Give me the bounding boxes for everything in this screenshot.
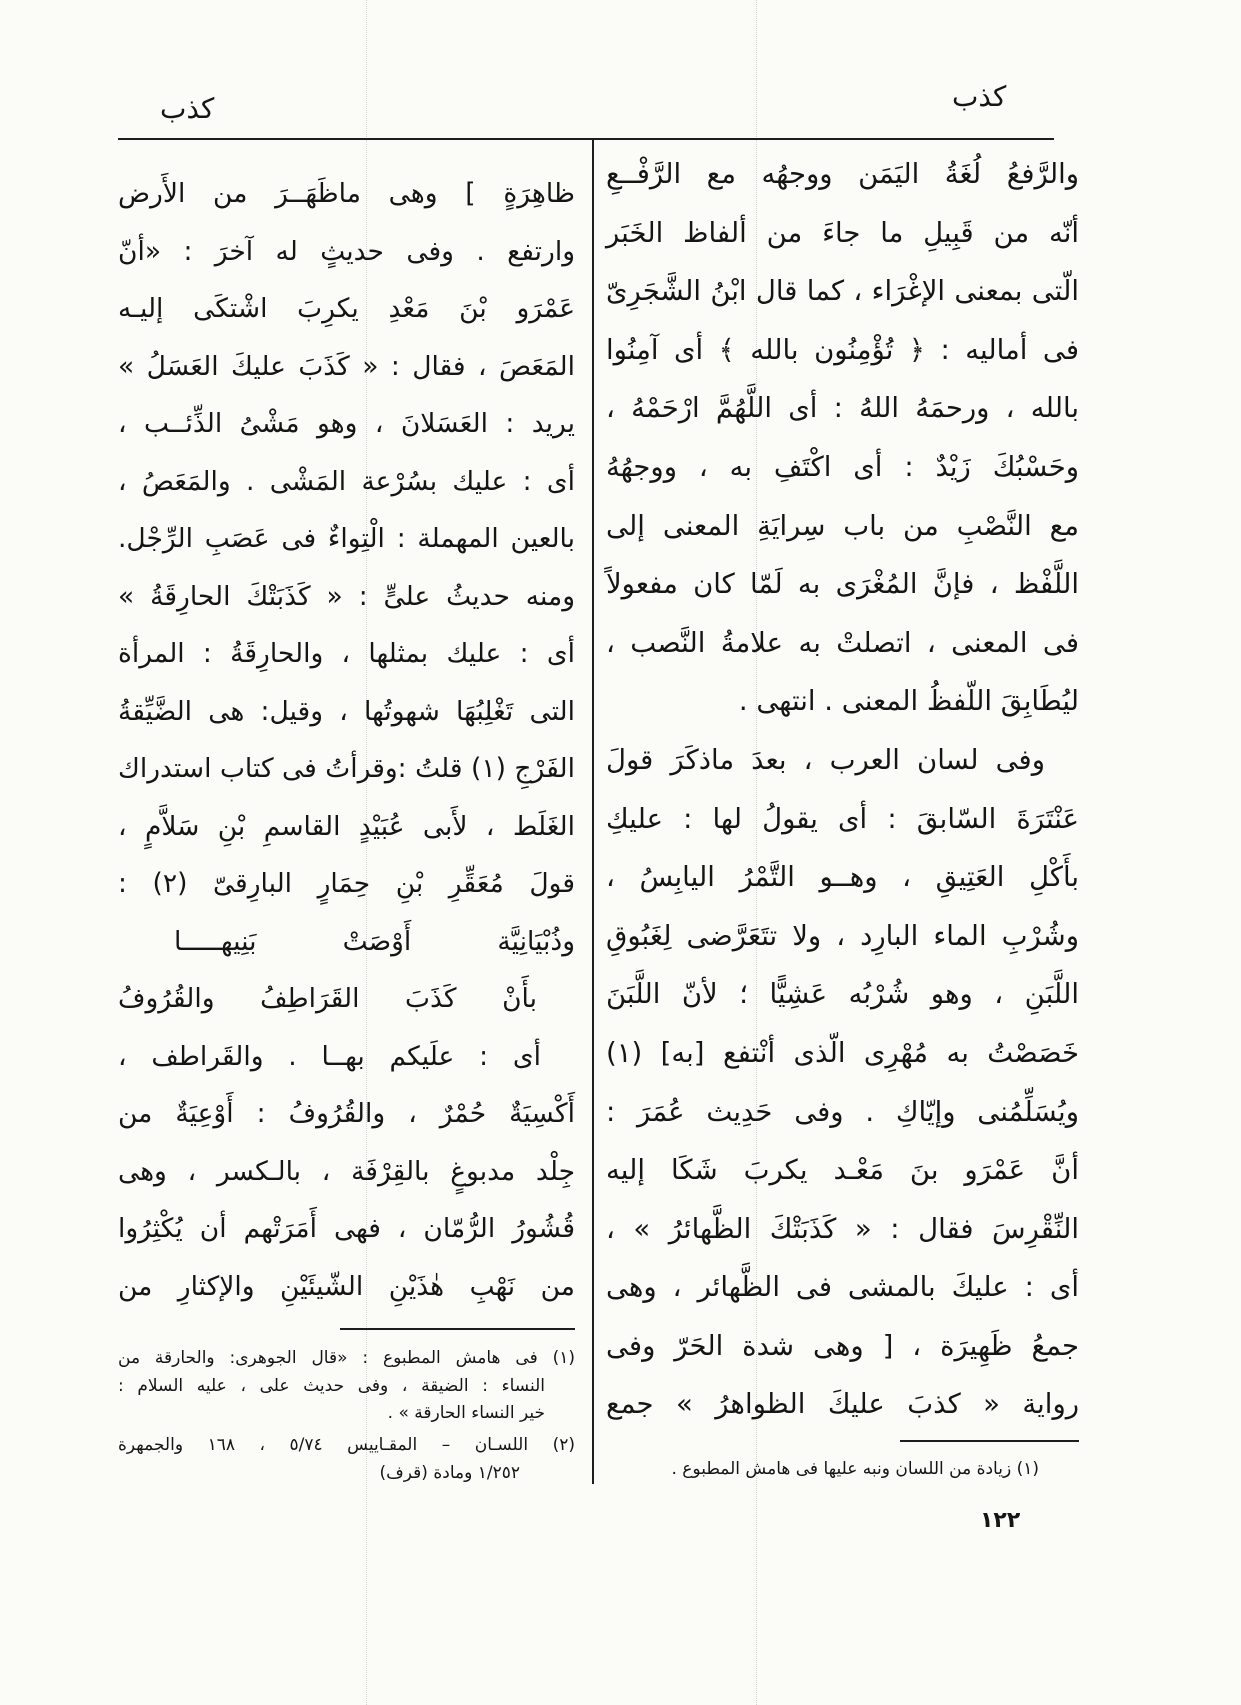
text-line: جمعُ ظَهِيرَة ، [ وهى شدة الحَرّ وفى	[606, 1329, 1079, 1362]
text-line: أَكْسِيَةٌ حُمْرٌ ، والقُرُوفُ : أَوْعِيَةٌ من	[118, 1098, 575, 1129]
text-line: يريد : العَسَلانَ ، وهو مَشْىُ الذِّئــب ،	[118, 408, 575, 439]
text-line: الّتى بمعنى الإغْرَاء ، كما قال ابْنُ الشَّجَرِىّ	[606, 275, 1079, 308]
text-line: وحَسْبُكَ زَيْدٌ : أى اكْتَفِ به ، ووجهُهُ	[606, 450, 1079, 483]
header-rule	[118, 138, 1054, 140]
text-line: من نَهْبِ هٰذَيْنِ الشّيئَيْنِ والإكثارِ من	[118, 1270, 575, 1302]
text-line: المَعَصَ ، فقال : « كَذَبَ عليكَ العَسَلُ »	[118, 350, 575, 382]
paragraph-start-line: وفى لسان العرب ، بعدَ ماذكَرَ قولَ	[606, 743, 1045, 776]
right-column	[606, 145, 1079, 1434]
text-line: جِلْد مدبوغٍ بالقِرْفَة ، بالـكسر ، وهى	[118, 1155, 575, 1187]
text-line: وشُرْبِ الماء البارِد ، ولا تتَعَرَّضى لِغَبُوقِ	[606, 919, 1079, 952]
text-line: عَنْتَرَةَ السّابقَ : أى يقولُ لها : عليكِ	[606, 802, 1079, 835]
right-footnotes	[606, 1456, 1079, 1484]
running-head-left: كذب	[160, 92, 215, 125]
text-line: التى تَغْلِبُهَا شهوتُها ، وقيل: هى الضَّيِّقةُ	[118, 695, 575, 727]
verse-first-hemistich: وذُبْيَانِيَّة أَوْصَتْ بَنِيهـــــا	[174, 925, 575, 957]
text-line: أى : عليك بمثلها ، والحارِقَةُ : المرأة	[118, 638, 575, 669]
left-footnote-1	[118, 1345, 575, 1428]
text-line: قُشُورُ الرُّمّان ، فهى أَمَرَتْهم أن يُكْثِرُوا	[118, 1213, 575, 1244]
text-line: النِّقْرِسَ فقال : « كَذَبَتْكَ الظَّهائرُ » ،	[606, 1212, 1079, 1245]
text-line: ومنه حديثُ علىٍّ : « كَذَبَتْكَ الحارِقَةُ »	[118, 580, 575, 612]
text-line: ويُسَلِّمُنى وإيّاكِ . وفى حَدِيث عُمَرَ :	[606, 1095, 1079, 1128]
text-line: وارتفع . وفى حديثٍ له آخرَ : «أنّ	[118, 235, 575, 267]
footnote-line: خير النساء الحارقة » .	[387, 1403, 545, 1423]
paragraph-end-line: ليُطَابِقَ اللّفظُ المعنى . انتهى .	[738, 685, 1079, 718]
text-line: بالله ، ورحمَهُ اللهُ : أى اللَّهُمَّ ارْحَمْهُ ،	[606, 392, 1079, 425]
running-head-right: كذب	[952, 80, 1007, 113]
column-divider	[592, 140, 594, 1484]
paragraph-start-line: أى : علَيكم بهــا . والقَراطف ،	[118, 1040, 541, 1072]
text-line: اللَّبَنِ ، وهو شُرْبُه عَشِيًّا ؛ لأنّ اللَّبَنَ	[606, 978, 1079, 1011]
text-line: الغَلَط ، لأَبى عُبَيْدٍ القاسمِ بْنِ سَلاَّمٍ ،	[118, 810, 575, 842]
footnote-rule	[340, 1328, 575, 1330]
text-line: فى أماليه : ﴿ تُؤْمِنُون بالله ﴾ أى آمِنُوا	[606, 333, 1079, 366]
footnote-line: النساء : الضيقة ، وفى حديث على ، عليه السلام :	[118, 1375, 545, 1396]
text-line: أنَّ عَمْرَو بنَ مَعْـد يكربَ شَكَا إليه	[606, 1154, 1079, 1187]
text-line: ظاهِرَةٍ ] وهى ماظَهَــرَ من الأَرض	[118, 178, 575, 209]
footnote-line: (١) فى هامش المطبوع : «قال الجوهرى: والحارقة من	[118, 1348, 575, 1368]
verse-second-hemistich: بأَنْ كَذَبَ القَرَاطِفُ والقُرُوفُ	[118, 983, 537, 1014]
footnote-line: (٢) اللسـان – المقـاييس ٥/٧٤ ، ١٦٨ والجمهرة	[118, 1435, 575, 1455]
footnote-line: ١/٢٥٢ ومادة (قرف)	[379, 1462, 520, 1483]
text-line: بالعين المهملة : الْتِواءٌ فى عَصَبِ الرِّجْل.	[118, 523, 575, 554]
left-footnote-2	[118, 1432, 575, 1487]
text-line: أى : عليكَ بالمشى فى الظَّهائر ، وهى	[606, 1271, 1079, 1304]
text-line: عَمْرَو بْنَ مَعْدِ يكرِبَ اشْتكَى إليـه	[118, 293, 575, 324]
footnote-line: (١) زيادة من اللسان ونبه عليها فى هامش المطبوع .	[671, 1459, 1039, 1479]
text-line: اللَّفْظ ، فإنَّ المُغْرَى به لَمّا كان مفعولاً	[606, 568, 1079, 601]
text-line: قولَ مُعَقِّرِ بْنِ حِمَارٍ البارِقىّ (٢) :	[118, 868, 575, 899]
text-line: مع النَّصْبِ من باب سِرايَةِ المعنى إلى	[606, 509, 1079, 542]
text-line: أنّه من قَبِيلِ ما جاءَ من ألفاظ الخَبَر	[606, 216, 1079, 249]
text-line: الفَرْجِ (١) قلتُ :وقرأتُ فى كتاب استدراك	[118, 753, 575, 784]
text-line: خَصَصْتُ به مُهْرِى الّذى أنْتفع [به] (١)	[606, 1036, 1079, 1069]
text-line: أى : عليك بسُرْعة المَشْى . والمَعَصُ ،	[118, 465, 575, 497]
text-line: بأَكْلِ العَتِيقِ ، وهــو التَّمْرُ اليابِسُ ،	[606, 861, 1079, 894]
text-line: فى المعنى ، اتصلتْ به علامةُ النَّصب ،	[606, 626, 1079, 659]
footnote-rule	[900, 1440, 1079, 1442]
page-number: ١٢٢	[980, 1508, 1021, 1533]
text-line: رواية « كذبَ عليكَ الظواهرُ » جمع	[606, 1388, 1079, 1421]
left-column	[118, 165, 575, 1315]
text-line: والرَّفعُ لُغَةُ اليَمَن ووجهُه مع الرَّفْــعِ	[606, 158, 1079, 190]
